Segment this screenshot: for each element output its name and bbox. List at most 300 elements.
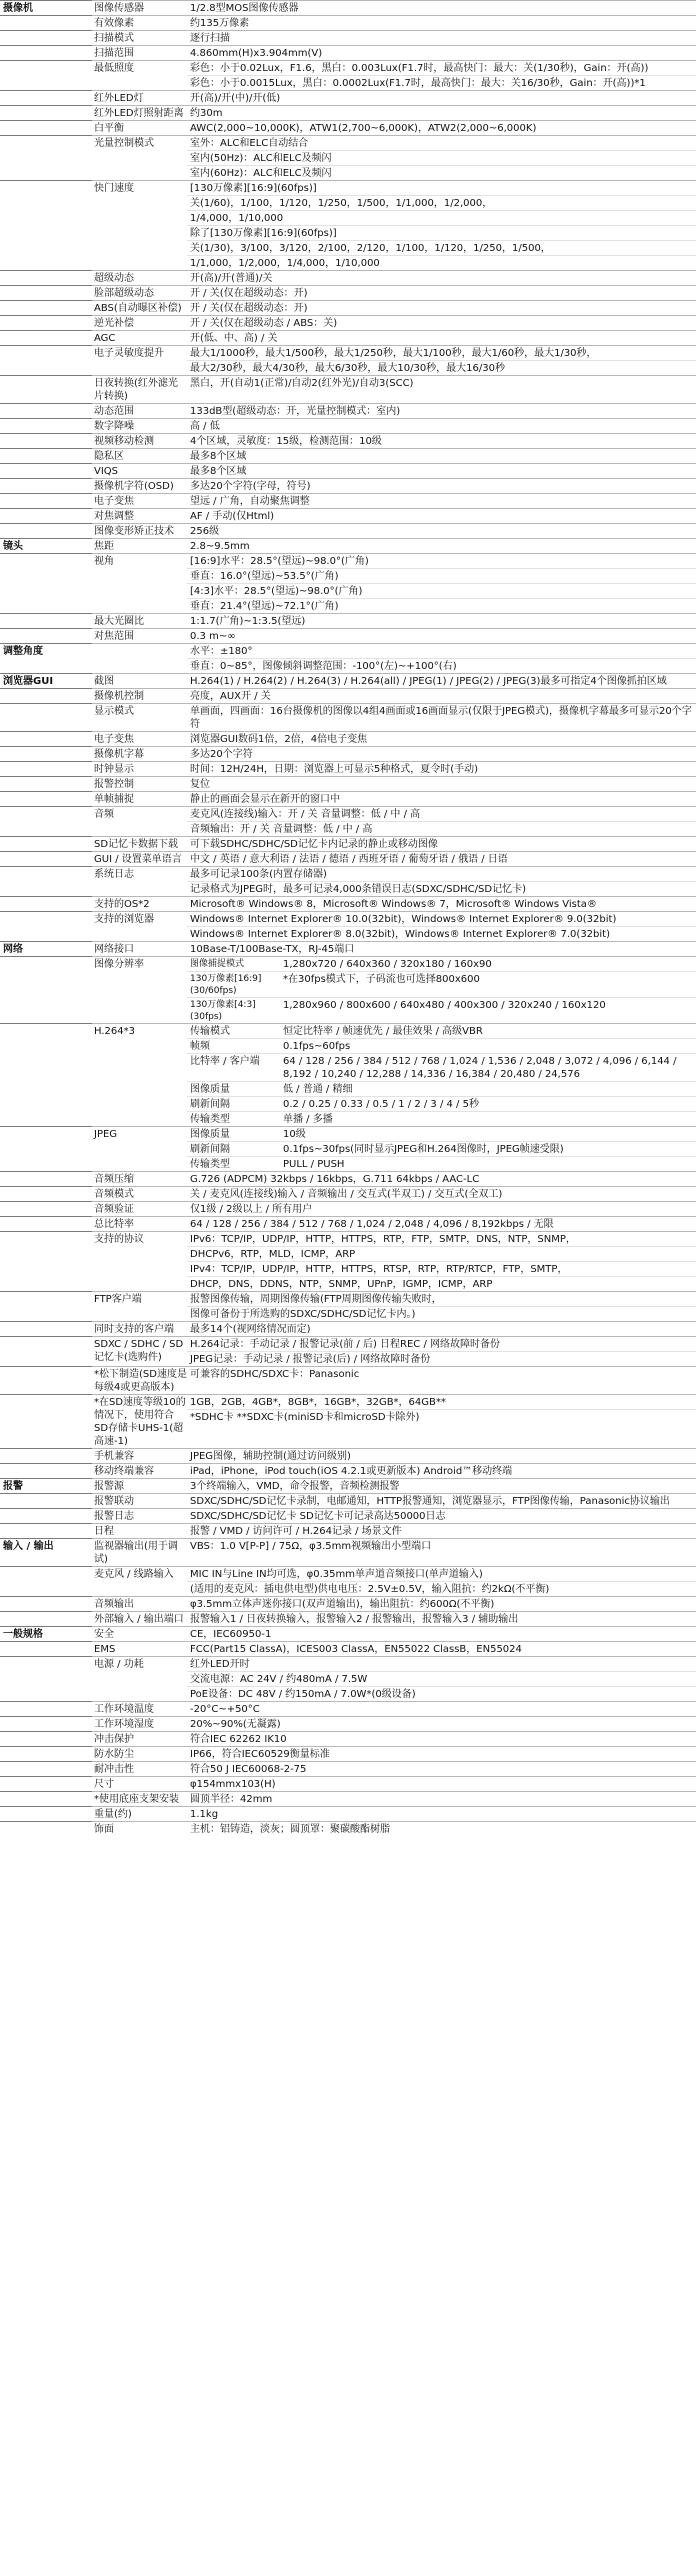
spec-value-group bbox=[187, 1394, 696, 1448]
section-title: 一般规格 bbox=[0, 1626, 92, 1641]
spec-label: 工作环境湿度 bbox=[92, 1716, 187, 1731]
codec-value-group bbox=[280, 1054, 696, 1081]
section-spacer bbox=[0, 1746, 92, 1761]
spec-value: H.264记录：手动记录 / 报警记录(前 / 后) 日程REC / 网络故障时备份 bbox=[190, 1339, 501, 1350]
spec-value: 最多8个区域 bbox=[190, 466, 247, 477]
spec-label: 支持的OS*2 bbox=[92, 896, 187, 911]
spec-label: *使用底座支架安装 bbox=[92, 1791, 187, 1806]
section-spacer bbox=[0, 1641, 92, 1656]
section-title: 调整角度 bbox=[0, 643, 92, 673]
spec-label: 电子灵敏度提升 bbox=[92, 345, 187, 375]
spec-value: MIC IN与Line IN均可选，φ0.35mm单声道音频接口(单声道输入) bbox=[190, 1569, 483, 1580]
section-spacer bbox=[0, 1761, 92, 1776]
section-title: 镜头 bbox=[0, 538, 92, 553]
spec-value: AF / 手动(仅Html) bbox=[190, 511, 275, 522]
spec-value-group bbox=[187, 463, 696, 478]
spec-label: 逆光补偿 bbox=[92, 315, 187, 330]
spec-value: [4:3]水平：28.5°(望远)~98.0°(广角) bbox=[187, 583, 696, 598]
section-spacer bbox=[0, 1448, 92, 1463]
spec-value-group bbox=[187, 806, 696, 836]
spec-label: 最大光圈比 bbox=[92, 613, 187, 628]
spec-label: 电子变焦 bbox=[92, 493, 187, 508]
codec-value: 64 / 128 / 256 / 384 / 512 / 768 / 1,024 / 1,536 / 2,048 / 3,072 / 4,096 / 6,144 / 8,192 / 10,240 / 12,288 / 14,336 / 16,384 / 20,480 / 24,576 bbox=[283, 1056, 677, 1080]
spec-value: 主机：铝铸造，淡灰；圆顶罩：聚碳酸酯树脂 bbox=[190, 1824, 390, 1835]
section-spacer bbox=[0, 731, 92, 746]
section-spacer bbox=[0, 508, 92, 523]
spec-label: VIQS bbox=[92, 463, 187, 478]
section-spacer bbox=[0, 628, 92, 643]
codec-param: 图像质量 bbox=[190, 1129, 230, 1140]
spec-value: 1GB，2GB，4GB*，8GB*，16GB*，32GB*，64GB** bbox=[190, 1397, 446, 1408]
spec-label: 脸部超级动态 bbox=[92, 285, 187, 300]
section-spacer bbox=[0, 45, 92, 60]
spec-value-group bbox=[187, 673, 696, 688]
spec-label: 总比特率 bbox=[92, 1216, 187, 1231]
spec-value-group bbox=[187, 1186, 696, 1201]
spec-value: 多达20个字符(字母，符号) bbox=[190, 481, 311, 492]
section-spacer bbox=[0, 15, 92, 30]
spec-label: 重量(约) bbox=[92, 1806, 187, 1821]
spec-label: 视角 bbox=[92, 553, 187, 613]
spec-value: 单画面，四画面：16台摄像机的图像以4组4画面或16画面显示(仅限于JPEG模式)，摄像机字幕最多可显示20个字符 bbox=[190, 706, 692, 730]
spec-value: 10Base-T/100Base-TX，RJ-45端口 bbox=[190, 944, 355, 955]
spec-label: 报警控制 bbox=[92, 776, 187, 791]
spec-value: 64 / 128 / 256 / 384 / 512 / 768 / 1,024 / 2,048 / 4,096 / 8,192kbps / 无限 bbox=[190, 1219, 554, 1230]
codec-param: 传输模式 bbox=[190, 1026, 230, 1037]
codec-row bbox=[187, 1156, 696, 1171]
codec-value-group bbox=[280, 1097, 696, 1111]
spec-value-group bbox=[187, 30, 696, 45]
spec-value-group bbox=[187, 1216, 696, 1231]
spec-value: DHCPv6，RTP，MLD，ICMP，ARP bbox=[187, 1246, 696, 1261]
spec-value-group bbox=[187, 941, 696, 956]
spec-value-group bbox=[187, 866, 696, 896]
spec-value-group bbox=[187, 330, 696, 345]
spec-value: 符合50 J IEC60068-2-75 bbox=[190, 1764, 307, 1775]
spec-value: 静止的画面会显示在新开的窗口中 bbox=[190, 794, 340, 805]
spec-label: 图像分辨率 bbox=[92, 956, 187, 1023]
spec-value-group bbox=[187, 746, 696, 761]
spec-value-group bbox=[187, 1126, 696, 1171]
spec-label: 显示模式 bbox=[92, 703, 187, 731]
spec-label: GUI / 设置菜单语言 bbox=[92, 851, 187, 866]
spec-label: 摄像机字符(OSD) bbox=[92, 478, 187, 493]
spec-label: 对焦调整 bbox=[92, 508, 187, 523]
spec-value-group bbox=[187, 1656, 696, 1701]
codec-param: 帧频 bbox=[190, 1041, 210, 1052]
section-spacer bbox=[0, 956, 92, 1023]
spec-label: 报警日志 bbox=[92, 1508, 187, 1523]
codec-value: 0.1fps~60fps bbox=[283, 1041, 351, 1052]
spec-value: 逐行扫描 bbox=[190, 33, 230, 44]
spec-label: 冲击保护 bbox=[92, 1731, 187, 1746]
spec-label: 耐冲击性 bbox=[92, 1761, 187, 1776]
section-spacer bbox=[0, 523, 92, 538]
codec-value: 单播 / 多播 bbox=[283, 1114, 333, 1125]
spec-label: 日夜转换(红外滤光片转换) bbox=[92, 375, 187, 403]
section-spacer bbox=[0, 1566, 92, 1596]
spec-value: 仅1级 / 2级以上 / 所有用户 bbox=[190, 1204, 313, 1215]
spec-value: (适用的麦克风：插电供电型)供电电压：2.5V±0.5V，输入阻抗：约2kΩ(不平衡) bbox=[187, 1581, 696, 1596]
codec-value-group bbox=[280, 1127, 696, 1141]
spec-value: -20°C~+50°C bbox=[190, 1704, 260, 1715]
spec-value-group bbox=[187, 776, 696, 791]
spec-value-group bbox=[187, 180, 696, 270]
section-spacer bbox=[0, 1596, 92, 1611]
spec-value: 多达20个字符 bbox=[190, 749, 253, 760]
spec-value: 关(1/30)，3/100，3/120，2/100，2/120，1/100，1/120，1/250，1/500， bbox=[187, 240, 696, 255]
codec-param: 图像质量 bbox=[190, 1084, 230, 1095]
spec-value-group bbox=[187, 1791, 696, 1806]
spec-label: 最低照度 bbox=[92, 60, 187, 90]
spec-label: 动态范围 bbox=[92, 403, 187, 418]
section-spacer bbox=[0, 688, 92, 703]
spec-value-group bbox=[187, 1701, 696, 1716]
spec-value: φ154mmx103(H) bbox=[190, 1779, 276, 1790]
spec-value-group bbox=[187, 448, 696, 463]
spec-label: 安全 bbox=[92, 1626, 187, 1641]
spec-value: Windows® Internet Explorer® 10.0(32bit)，Windows® Internet Explorer® 9.0(32bit) bbox=[190, 914, 617, 925]
spec-value-group bbox=[187, 911, 696, 941]
spec-value: DHCP，DNS，DDNS，NTP，SNMP，UPnP，IGMP，ICMP，ARP bbox=[187, 1276, 696, 1291]
codec-row bbox=[187, 1024, 696, 1038]
spec-value: 中文 / 英语 / 意大利语 / 法语 / 德语 / 西班牙语 / 葡萄牙语 / 俄语 / 日语 bbox=[190, 854, 508, 865]
spec-value-group bbox=[187, 508, 696, 523]
spec-label: 摄像机字幕 bbox=[92, 746, 187, 761]
section-spacer bbox=[0, 1171, 92, 1186]
section-spacer bbox=[0, 1291, 92, 1321]
spec-label: 截图 bbox=[92, 673, 187, 688]
spec-label: 日程 bbox=[92, 1523, 187, 1538]
spec-value-group bbox=[187, 1821, 696, 1836]
spec-value-group bbox=[187, 300, 696, 315]
section-spacer bbox=[0, 1806, 92, 1821]
spec-value: 亮度，AUX开 / 关 bbox=[190, 691, 271, 702]
spec-value-group bbox=[187, 345, 696, 375]
spec-label: 图像变形矫正技术 bbox=[92, 523, 187, 538]
spec-value-group bbox=[187, 15, 696, 30]
section-spacer bbox=[0, 791, 92, 806]
codec-value-group bbox=[280, 1024, 696, 1038]
spec-label: 时钟显示 bbox=[92, 761, 187, 776]
spec-label: JPEG bbox=[92, 1126, 187, 1171]
spec-value-group bbox=[187, 120, 696, 135]
codec-value: 10级 bbox=[283, 1129, 306, 1140]
spec-label: 超级动态 bbox=[92, 270, 187, 285]
spec-value-group bbox=[187, 1731, 696, 1746]
resolution-row bbox=[187, 971, 696, 997]
spec-value: 最多14个(视网络情况而定) bbox=[190, 1324, 311, 1335]
section-spacer bbox=[0, 761, 92, 776]
section-spacer bbox=[0, 403, 92, 418]
spec-value: 开 / 关(仅在超级动态 / ABS：关) bbox=[190, 318, 338, 329]
section-spacer bbox=[0, 1231, 92, 1291]
spec-value: 交流电源：AC 24V / 约480mA / 7.5W bbox=[187, 1671, 696, 1686]
section-spacer bbox=[0, 746, 92, 761]
spec-value-group bbox=[187, 523, 696, 538]
section-title: 浏览器GUI bbox=[0, 673, 92, 688]
section-spacer bbox=[0, 270, 92, 285]
section-title: 摄像机 bbox=[0, 0, 92, 15]
section-spacer bbox=[0, 1186, 92, 1201]
section-spacer bbox=[0, 851, 92, 866]
spec-value: VBS：1.0 V[P-P] / 75Ω，φ3.5mm视频输出小型端口 bbox=[190, 1541, 432, 1552]
spec-value: 音频输出：开 / 关 音量调整：低 / 中 / 高 bbox=[187, 821, 696, 836]
spec-value: 关(1/60)，1/100，1/120，1/250，1/500，1/1,000，1/2,000， bbox=[187, 195, 696, 210]
spec-value: 开 / 关(仅在超级动态：开) bbox=[190, 303, 308, 314]
section-spacer bbox=[0, 463, 92, 478]
spec-value: JPEG图像，辅助控制(通过访问级别) bbox=[190, 1451, 351, 1462]
spec-value: 报警图像传输，周期图像传输(FTP周期图像传输失败时， bbox=[190, 1294, 442, 1305]
spec-label: *在SD速度等级10的情况下，使用符合SD存储卡UHS-1(超高速-1) bbox=[92, 1394, 187, 1448]
spec-value-group bbox=[187, 1201, 696, 1216]
section-spacer bbox=[0, 330, 92, 345]
spec-value: CE，IEC60950-1 bbox=[190, 1629, 272, 1640]
section-spacer bbox=[0, 1508, 92, 1523]
spec-label: 红外LED灯 bbox=[92, 90, 187, 105]
codec-param: 刷新间隔 bbox=[190, 1144, 230, 1155]
section-spacer bbox=[0, 418, 92, 433]
spec-value-group bbox=[187, 1626, 696, 1641]
spec-value: SDXC/SDHC/SD记忆卡录制，电邮通知，HTTP报警通知，浏览器显示，FTP图像传输，Panasonic协议输出 bbox=[190, 1496, 670, 1507]
codec-value: 恒定比特率 / 帧速优先 / 最佳效果 / 高级VBR bbox=[283, 1026, 483, 1037]
spec-value: 最大2/30秒，最大4/30秒，最大6/30秒，最大10/30秒，最大16/30秒 bbox=[187, 360, 696, 375]
codec-value-group bbox=[280, 1112, 696, 1126]
spec-value: Microsoft® Windows® 8，Microsoft® Windows® 7，Microsoft® Windows Vista® bbox=[190, 899, 597, 910]
section-spacer bbox=[0, 911, 92, 941]
spec-label: 摄像机控制 bbox=[92, 688, 187, 703]
spec-value-group bbox=[187, 1746, 696, 1761]
spec-value: FCC(Part15 ClassA)，ICES003 ClassA，EN55022 ClassB，EN55024 bbox=[190, 1644, 522, 1655]
spec-label: 系统日志 bbox=[92, 866, 187, 896]
spec-value-group bbox=[187, 105, 696, 120]
section-spacer bbox=[0, 120, 92, 135]
spec-value: 水平：±180° bbox=[190, 646, 253, 657]
section-spacer bbox=[0, 776, 92, 791]
spec-label: 工作环境温度 bbox=[92, 1701, 187, 1716]
codec-value: PULL / PUSH bbox=[283, 1159, 345, 1170]
spec-value: 黑白，开(自动1(正常)/自动2(红外光)/自动3(SCC) bbox=[190, 378, 414, 389]
spec-label: 光量控制模式 bbox=[92, 135, 187, 180]
spec-label: 电源 / 功耗 bbox=[92, 1656, 187, 1701]
resolution-mode: 图像捕捉模式 bbox=[190, 959, 245, 969]
spec-label: 支持的浏览器 bbox=[92, 911, 187, 941]
spec-value-group bbox=[187, 315, 696, 330]
spec-label: 隐私区 bbox=[92, 448, 187, 463]
spec-value-group bbox=[187, 731, 696, 746]
spec-value-group bbox=[187, 1523, 696, 1538]
section-spacer bbox=[0, 180, 92, 270]
section-title: 网络 bbox=[0, 941, 92, 956]
spec-label: 图像传感器 bbox=[92, 0, 187, 15]
spec-value-group bbox=[187, 1171, 696, 1186]
codec-value-group bbox=[280, 1082, 696, 1096]
spec-value: 约135万像素 bbox=[190, 18, 250, 29]
spec-value-group bbox=[187, 1231, 696, 1291]
spec-label: 有效像素 bbox=[92, 15, 187, 30]
spec-label: 对焦范围 bbox=[92, 628, 187, 643]
spec-value: 时间：12H/24H，日期：浏览器上可显示5种格式，夏令时(手动) bbox=[190, 764, 479, 775]
spec-label: 音频验证 bbox=[92, 1201, 187, 1216]
section-spacer bbox=[0, 285, 92, 300]
spec-label: 音频输出 bbox=[92, 1596, 187, 1611]
section-spacer bbox=[0, 135, 92, 180]
section-spacer bbox=[0, 478, 92, 493]
spec-label: 白平衡 bbox=[92, 120, 187, 135]
spec-label: EMS bbox=[92, 1641, 187, 1656]
section-spacer bbox=[0, 1821, 92, 1836]
codec-row bbox=[187, 1081, 696, 1096]
section-spacer bbox=[0, 433, 92, 448]
section-spacer bbox=[0, 1201, 92, 1216]
spec-value: 报警输入1 / 日夜转换输入，报警输入2 / 报警输出，报警输入3 / 辅助输出 bbox=[190, 1614, 519, 1625]
codec-value: 0.2 / 0.25 / 0.33 / 0.5 / 1 / 2 / 3 / 4 / 5秒 bbox=[283, 1099, 479, 1110]
spec-label: 支持的协议 bbox=[92, 1231, 187, 1291]
spec-label: 饰面 bbox=[92, 1821, 187, 1836]
spec-value: 记录格式为JPEG时，最多可记录4,000条错误日志(SDXC/SDHC/SD记忆卡) bbox=[187, 881, 696, 896]
spec-value: 1.1kg bbox=[190, 1809, 219, 1820]
spec-value: 垂直：0~85°，图像倾斜调整范围：-100°(左)~+100°(右) bbox=[187, 658, 696, 673]
spec-value-group bbox=[187, 896, 696, 911]
spec-value: 室内(50Hz)：ALC和ELC及频闪 bbox=[187, 150, 696, 165]
spec-value-group bbox=[187, 1611, 696, 1626]
spec-value: 圆顶半径：42mm bbox=[190, 1794, 273, 1805]
spec-label: ABS(自动曝区补偿) bbox=[92, 300, 187, 315]
spec-value-group bbox=[187, 538, 696, 553]
spec-value: 1/2.8型MOS图像传感器 bbox=[190, 3, 299, 14]
spec-value-group bbox=[187, 270, 696, 285]
spec-value: JPEG记录：手动记录 / 报警记录(后) / 网络故障时备份 bbox=[187, 1351, 696, 1366]
spec-label: 报警源 bbox=[92, 1478, 187, 1493]
spec-value: 开(低、中、高) / 关 bbox=[190, 333, 278, 344]
section-spacer bbox=[0, 1023, 92, 1126]
spec-label: 同时支持的客户端 bbox=[92, 1321, 187, 1336]
section-spacer bbox=[0, 1463, 92, 1478]
spec-label: 快门速度 bbox=[92, 180, 187, 270]
section-spacer bbox=[0, 1731, 92, 1746]
spec-label: 红外LED灯照射距离 bbox=[92, 105, 187, 120]
section-spacer bbox=[0, 1336, 92, 1366]
section-spacer bbox=[0, 896, 92, 911]
spec-value-group bbox=[187, 1806, 696, 1821]
spec-value-group bbox=[187, 1596, 696, 1611]
spec-value-group bbox=[187, 703, 696, 731]
section-spacer bbox=[0, 300, 92, 315]
codec-row bbox=[187, 1038, 696, 1053]
spec-label: 音频 bbox=[92, 806, 187, 836]
spec-value: 1/4,000，1/10,000 bbox=[187, 210, 696, 225]
codec-param: 比特率 / 客户端 bbox=[190, 1056, 260, 1067]
section-spacer bbox=[0, 1776, 92, 1791]
codec-param: 传输类型 bbox=[190, 1114, 230, 1125]
section-spacer bbox=[0, 1394, 92, 1448]
spec-value-group bbox=[187, 1566, 696, 1596]
spec-label: 焦距 bbox=[92, 538, 187, 553]
spec-value: 1:1.7(广角)~1:3.5(望远) bbox=[190, 616, 306, 627]
spec-label: H.264*3 bbox=[92, 1023, 187, 1126]
spec-value: 约30m bbox=[190, 108, 223, 119]
section-spacer bbox=[0, 1523, 92, 1538]
spec-value: 4.860mm(H)x3.904mm(V) bbox=[190, 48, 323, 59]
spec-label bbox=[92, 643, 187, 673]
codec-row bbox=[187, 1141, 696, 1156]
codec-value-group bbox=[280, 1142, 696, 1156]
spec-value: 报警 / VMD / 访问许可 / H.264记录 / 场景文件 bbox=[190, 1526, 402, 1537]
spec-label: 视频移动检测 bbox=[92, 433, 187, 448]
spec-label: 麦克风 / 线路输入 bbox=[92, 1566, 187, 1596]
section-spacer bbox=[0, 1791, 92, 1806]
spec-value-group bbox=[187, 836, 696, 851]
spec-value: IPv6：TCP/IP，UDP/IP，HTTP，HTTPS，RTP，FTP，SMTP，DNS，NTP，SNMP， bbox=[190, 1234, 576, 1245]
section-spacer bbox=[0, 345, 92, 375]
spec-value-group bbox=[187, 135, 696, 180]
spec-value: 垂直：16.0°(望远)~53.5°(广角) bbox=[187, 568, 696, 583]
spec-value-group bbox=[187, 1463, 696, 1478]
resolution-row bbox=[187, 997, 696, 1023]
section-spacer bbox=[0, 553, 92, 613]
spec-value-group bbox=[187, 1776, 696, 1791]
section-spacer bbox=[0, 1656, 92, 1701]
section-spacer bbox=[0, 1321, 92, 1336]
section-title: 输入 / 输出 bbox=[0, 1538, 92, 1566]
spec-label: 电子变焦 bbox=[92, 731, 187, 746]
spec-label: 手机兼容 bbox=[92, 1448, 187, 1463]
codec-row bbox=[187, 1096, 696, 1111]
resolution-value: 1,280x720 / 640x360 / 320x180 / 160x90 bbox=[283, 959, 492, 970]
codec-param: 刷新间隔 bbox=[190, 1099, 230, 1110]
spec-value-group bbox=[187, 688, 696, 703]
spec-value-group bbox=[187, 851, 696, 866]
spec-value-group bbox=[187, 1321, 696, 1336]
spec-value-group bbox=[187, 1508, 696, 1523]
codec-value: 低 / 普通 / 精细 bbox=[283, 1084, 353, 1095]
spec-value: Windows® Internet Explorer® 8.0(32bit)，Windows® Internet Explorer® 7.0(32bit) bbox=[187, 926, 696, 941]
section-spacer bbox=[0, 1126, 92, 1171]
spec-value-group bbox=[187, 643, 696, 673]
spec-value-group bbox=[187, 0, 696, 15]
spec-value-group bbox=[187, 1336, 696, 1366]
spec-value: 2.8~9.5mm bbox=[190, 541, 250, 552]
spec-value: 垂直：21.4°(望远)~72.1°(广角) bbox=[187, 598, 696, 613]
spec-value-group bbox=[187, 1023, 696, 1126]
spec-value-group bbox=[187, 1291, 696, 1321]
section-spacer bbox=[0, 866, 92, 896]
section-spacer bbox=[0, 1611, 92, 1626]
spec-label: FTP客户端 bbox=[92, 1291, 187, 1321]
spec-value: 麦克风(连接线)输入：开 / 关 音量调整：低 / 中 / 高 bbox=[190, 809, 421, 820]
codec-value: 0.1fps~30fps(同时显示JPEG和H.264图像时，JPEG帧速受限) bbox=[283, 1144, 564, 1155]
section-spacer bbox=[0, 1716, 92, 1731]
section-title: 报警 bbox=[0, 1478, 92, 1493]
section-spacer bbox=[0, 315, 92, 330]
section-spacer bbox=[0, 1216, 92, 1231]
spec-value-group bbox=[187, 285, 696, 300]
spec-value: IPv4：TCP/IP，UDP/IP，HTTP，HTTPS，RTSP，RTP，RTP/RTCP，FTP，SMTP， bbox=[187, 1261, 696, 1276]
codec-row bbox=[187, 1111, 696, 1126]
spec-value: 望远 / 广角，自动聚焦调整 bbox=[190, 496, 310, 507]
spec-value: 高 / 低 bbox=[190, 421, 220, 432]
section-spacer bbox=[0, 836, 92, 851]
spec-label: 数字降噪 bbox=[92, 418, 187, 433]
spec-label: 音频模式 bbox=[92, 1186, 187, 1201]
spec-value: [130万像素][16:9](60fps)] bbox=[190, 183, 317, 194]
spec-value: 符合IEC 62262 IK10 bbox=[190, 1734, 287, 1745]
codec-param: 传输类型 bbox=[190, 1159, 230, 1170]
spec-value-group bbox=[187, 433, 696, 448]
spec-value: 开 / 关(仅在超级动态：开) bbox=[190, 288, 308, 299]
spec-label: 扫描范围 bbox=[92, 45, 187, 60]
resolution-mode: 130万像素[16:9](30/60fps) bbox=[190, 974, 262, 996]
